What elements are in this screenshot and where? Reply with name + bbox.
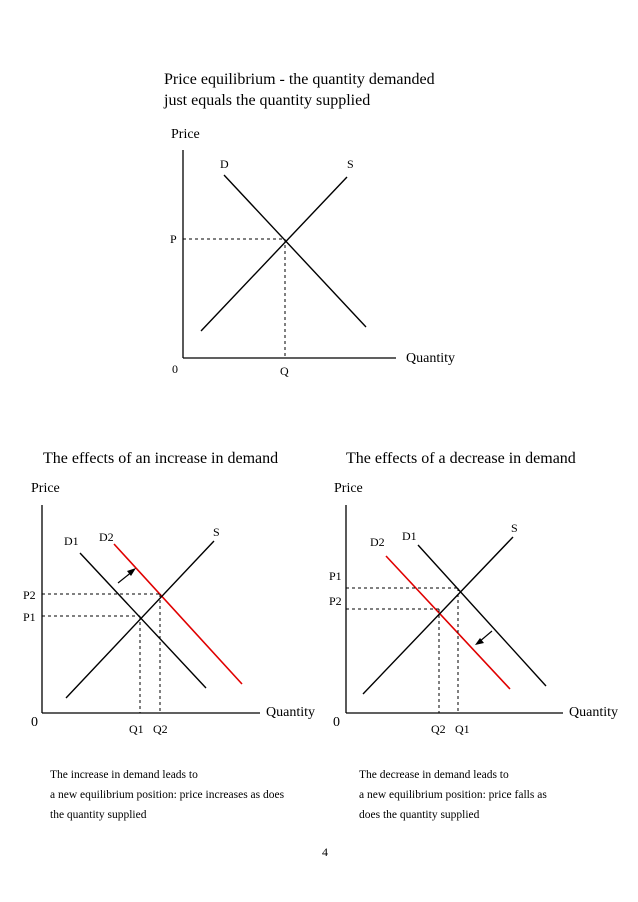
diagram1-quantity-label: Q	[280, 364, 289, 378]
diagram3-x-label: Quantity	[569, 705, 618, 720]
diagram3-d2-label: D2	[370, 535, 385, 549]
diagram3-d2-curve	[386, 556, 510, 689]
diagram1-title-line2: just equals the quantity supplied	[164, 92, 371, 109]
diagram2-origin: 0	[31, 715, 38, 730]
diagram3-y-label: Price	[334, 481, 363, 496]
diagram2-q2-label: Q2	[153, 722, 168, 736]
diagram3-note-line2: a new equilibrium position: price falls as	[359, 789, 547, 801]
diagram3-q1-label: Q1	[455, 722, 470, 736]
diagram3-supply-label: S	[511, 521, 518, 535]
diagram3-p1-label: P1	[329, 569, 342, 583]
diagram3-title: The effects of a decrease in demand	[346, 450, 576, 467]
diagram1-title-line1: Price equilibrium - the quantity demanded	[164, 71, 435, 88]
diagram2-note-line2: a new equilibrium position: price increases as does	[50, 789, 285, 801]
diagram2-y-label: Price	[31, 481, 60, 496]
diagram2-title: The effects of an increase in demand	[43, 450, 279, 467]
diagram1-origin: 0	[172, 362, 178, 376]
diagram3-d1-label: D1	[402, 529, 417, 543]
diagram2-p1-label: P1	[23, 610, 36, 624]
page-number: 4	[322, 845, 328, 859]
diagram1-price-label: P	[170, 232, 177, 246]
diagram3-origin: 0	[333, 715, 340, 730]
diagram2-q1-label: Q1	[129, 722, 144, 736]
diagram2-supply-label: S	[213, 525, 220, 539]
diagram2-p2-label: P2	[23, 588, 36, 602]
diagram2-d1-label: D1	[64, 534, 79, 548]
diagram1-demand-label: D	[220, 157, 229, 171]
diagram1-x-label: Quantity	[406, 351, 455, 366]
diagram3-note-line3: does the quantity supplied	[359, 809, 480, 821]
diagram1-supply-label: S	[347, 157, 354, 171]
diagram3-p2-label: P2	[329, 594, 342, 608]
diagram2-d2-label: D2	[99, 530, 114, 544]
diagram3-q2-label: Q2	[431, 722, 446, 736]
diagram3-note-line1: The decrease in demand leads to	[359, 769, 509, 781]
diagram2-note-line3: the quantity supplied	[50, 809, 147, 821]
diagram2-note-line1: The increase in demand leads to	[50, 769, 198, 781]
diagram2-x-label: Quantity	[266, 705, 315, 720]
diagram3-supply-curve	[363, 537, 513, 694]
diagram1-y-label: Price	[171, 127, 200, 142]
